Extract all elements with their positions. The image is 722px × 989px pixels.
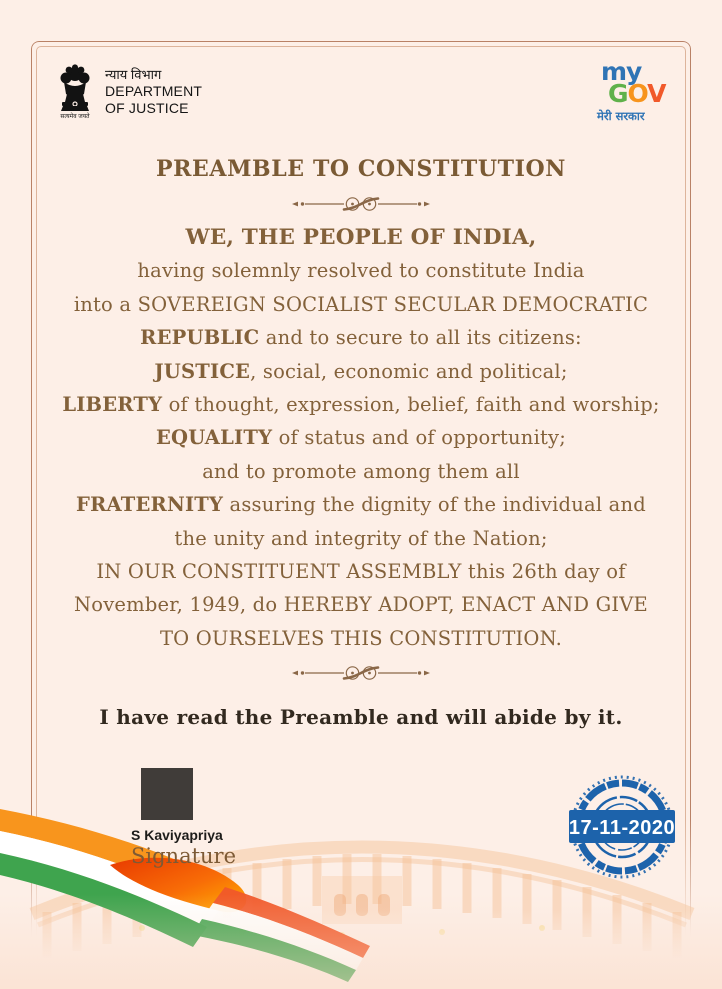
signature-block <box>131 768 236 868</box>
mygov-tagline: मेरी सरकार <box>597 109 645 123</box>
signature-label: Signature <box>131 844 237 868</box>
preamble-line: WE, THE PEOPLE OF INDIA, <box>185 225 537 250</box>
signatory-name: S Kaviyapriya <box>131 827 223 843</box>
mygov-g: G <box>608 79 628 108</box>
emblem-motto: सत्यमेव जयते <box>60 114 90 120</box>
preamble-line: the unity and integrity of the Nation; <box>174 526 548 550</box>
divider-flourish-icon <box>291 195 431 213</box>
mygov-o: O <box>627 79 648 108</box>
preamble-line: TO OURSELVES THIS CONSTITUTION. <box>159 626 563 650</box>
bottom-gradient <box>0 894 722 989</box>
page-title: PREAMBLE TO CONSTITUTION <box>156 156 566 182</box>
department-of-justice-logo <box>55 64 202 124</box>
preamble-section <box>0 156 722 729</box>
preamble-line: REPUBLIC and to secure to all its citizens: <box>140 326 582 350</box>
pledge-text: I have read the Preamble and will abide by it. <box>99 705 623 730</box>
preamble-line: November, 1949, do HEREBY ADOPT, ENACT AND GIVE <box>74 593 648 617</box>
divider-flourish-icon <box>291 664 431 682</box>
date-stamp-icon <box>566 770 678 882</box>
preamble-line: having solemnly resolved to constitute India <box>137 259 585 283</box>
doj-name-line1: DEPARTMENT <box>105 83 203 99</box>
stamp-date: 17-11-2020 <box>568 817 676 839</box>
doj-name-line2: OF JUSTICE <box>105 100 189 116</box>
preamble-line: IN OUR CONSTITUENT ASSEMBLY this 26th day of <box>96 560 626 584</box>
preamble-line: FRATERNITY assuring the dignity of the individual and <box>76 493 646 517</box>
mygov-logo <box>595 57 673 124</box>
preamble-line: JUSTICE, social, economic and political; <box>154 359 568 383</box>
doj-text <box>105 64 202 124</box>
mygov-v: V <box>647 79 666 108</box>
ashoka-emblem-icon <box>55 64 95 124</box>
doj-hindi-label: न्याय विभाग <box>105 67 162 82</box>
preamble-line: into a SOVEREIGN SOCIALIST SECULAR DEMOCRATIC <box>73 292 649 316</box>
preamble-line: LIBERTY of thought, expression, belief, faith and worship; <box>62 393 660 417</box>
preamble-lines <box>0 221 722 655</box>
preamble-line: and to promote among them all <box>202 459 520 483</box>
signature-image <box>141 768 193 820</box>
mygov-my: my <box>601 57 642 86</box>
preamble-line: EQUALITY of status and of opportunity; <box>155 426 567 450</box>
